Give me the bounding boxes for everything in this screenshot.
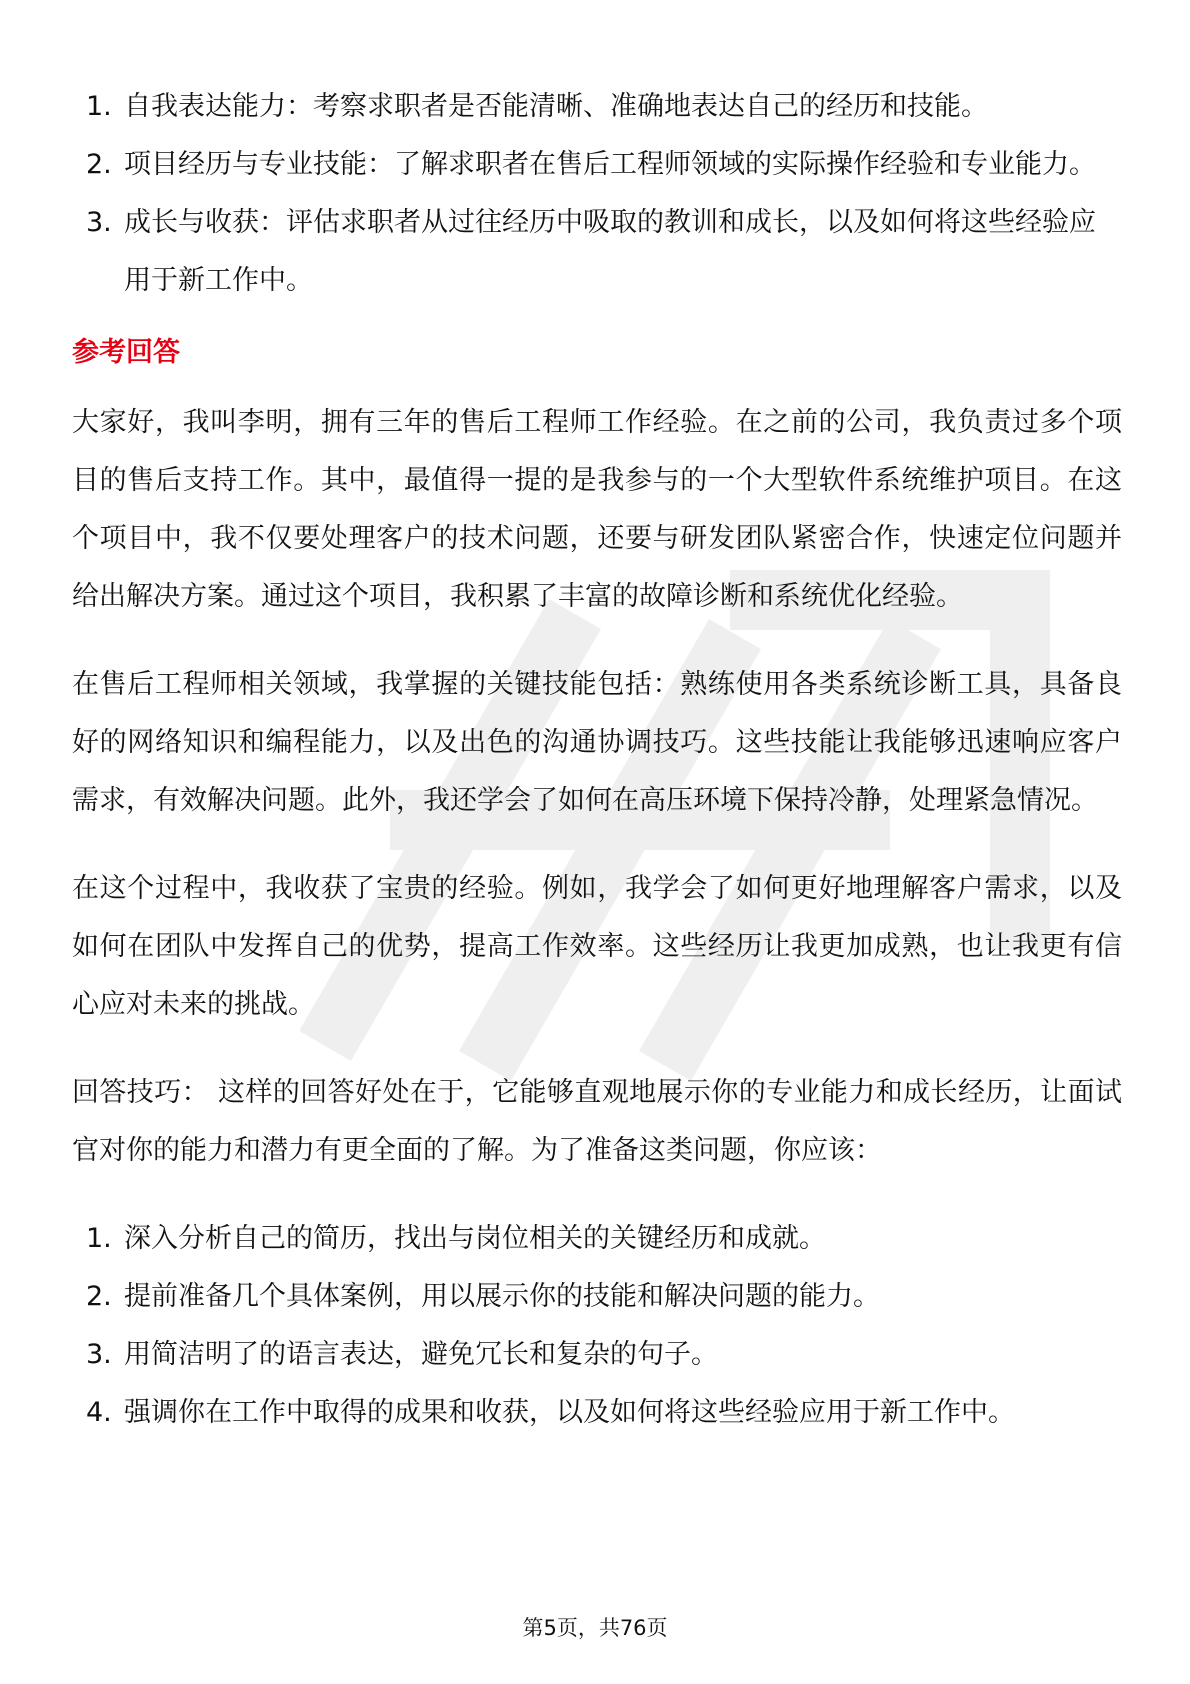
paragraph: 回答技巧： 这样的回答好处在于，它能够直观地展示你的专业能力和成长经历，让面试官对你的能力和潜力有更全面的了解。为了准备这类问题，你应该：: [72, 1077, 1122, 1166]
list-text: 成长与收获：评估求职者从过往经历中吸取的教训和成长，以及如何将这些经验应用于新工作中。: [124, 207, 1096, 296]
list-item: [72, 1384, 1122, 1442]
list-text: 提前准备几个具体案例，用以展示你的技能和解决问题的能力。: [124, 1281, 880, 1312]
list-item: [72, 194, 1122, 310]
document-body: [72, 78, 1122, 1442]
list-text: 项目经历与专业技能：了解求职者在售后工程师领域的实际操作经验和专业能力。: [124, 149, 1096, 180]
list-text: 强调你在工作中取得的成果和收获，以及如何将这些经验应用于新工作中。: [124, 1397, 1015, 1428]
list-number: 4.: [86, 1397, 112, 1428]
list-item: [72, 1326, 1122, 1384]
list-number: 1.: [86, 91, 112, 122]
list-text: 用简洁明了的语言表达，避免冗长和复杂的句子。: [124, 1339, 718, 1370]
list-number: 2.: [86, 1281, 112, 1312]
list-text: 深入分析自己的简历，找出与岗位相关的关键经历和成就。: [124, 1223, 826, 1254]
list-number: 3.: [86, 1339, 112, 1370]
tips-list: [72, 1210, 1122, 1442]
list-number: 2.: [86, 149, 112, 180]
list-number: 3.: [86, 207, 112, 238]
intro-list: [72, 78, 1122, 310]
paragraph: 在这个过程中，我收获了宝贵的经验。例如，我学会了如何更好地理解客户需求，以及如何在团队中发挥自己的优势，提高工作效率。这些经历让我更加成熟，也让我更有信心应对未来的挑战。: [72, 873, 1122, 1020]
section-title: 参考回答: [72, 337, 180, 368]
paragraph: 大家好，我叫李明，拥有三年的售后工程师工作经验。在之前的公司，我负责过多个项目的售后支持工作。其中，最值得一提的是我参与的一个大型软件系统维护项目。在这个项目中，我不仅要处理客户的技术问题，还要与研发团队紧密合作，快速定位问题并给出解决方案。通过这个项目，我积累了丰富的故障诊断和系统优化经验。: [72, 407, 1122, 612]
list-number: 1.: [86, 1223, 112, 1254]
list-item: [72, 136, 1122, 194]
page-number-footer: 第5页，共76页: [522, 1616, 668, 1640]
list-item: [72, 1268, 1122, 1326]
list-text: 自我表达能力：考察求职者是否能清晰、准确地表达自己的经历和技能。: [124, 91, 988, 122]
list-item: [72, 1210, 1122, 1268]
paragraph: 在售后工程师相关领域，我掌握的关键技能包括：熟练使用各类系统诊断工具，具备良好的网络知识和编程能力，以及出色的沟通协调技巧。这些技能让我能够迅速响应客户需求，有效解决问题。此外，我还学会了如何在高压环境下保持冷静，处理紧急情况。: [72, 669, 1122, 816]
list-item: [72, 78, 1122, 136]
